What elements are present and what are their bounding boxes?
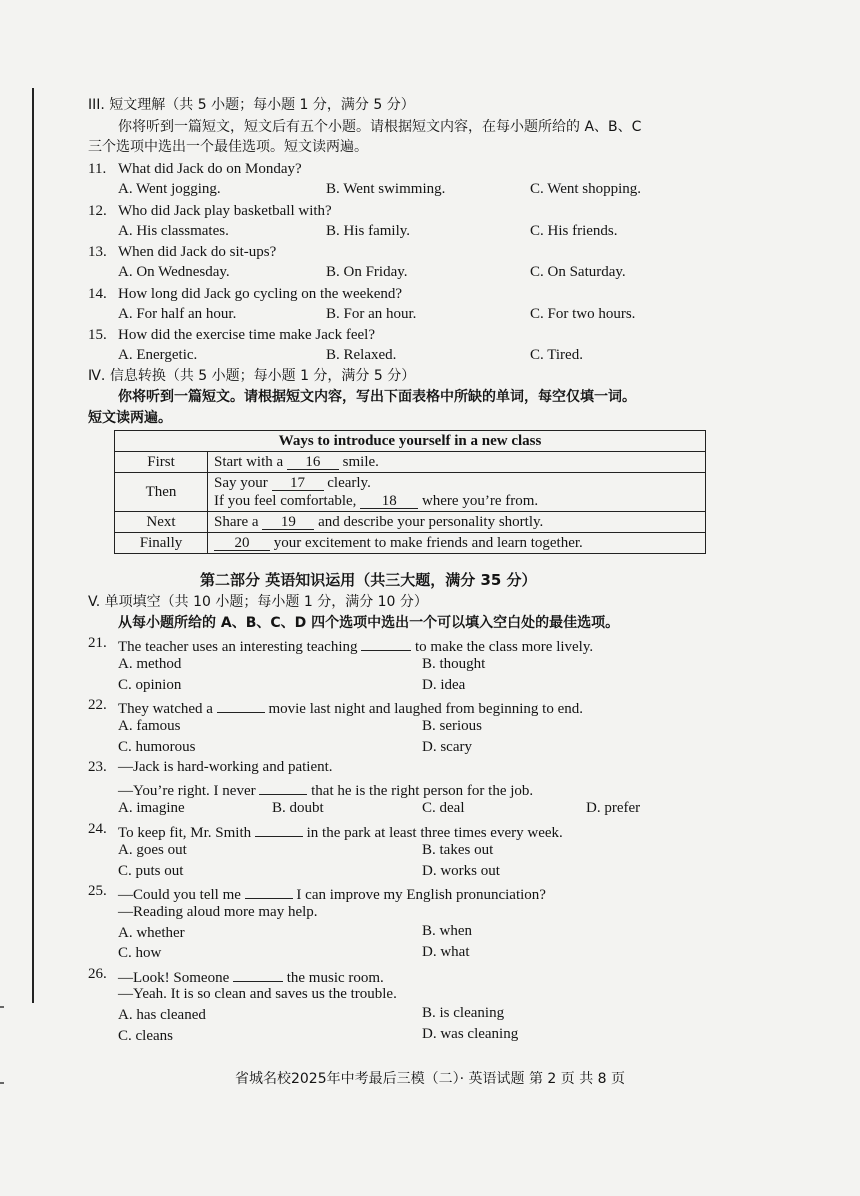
option-b[interactable]: B. thought <box>422 656 486 672</box>
option-c[interactable]: C. deal <box>422 800 465 816</box>
question-text-pre: They watched a <box>118 701 213 717</box>
scan-mark <box>0 1006 4 1008</box>
question-number: 15. <box>88 327 107 343</box>
option-b[interactable]: B. For an hour. <box>326 306 417 322</box>
option-c[interactable]: C. His friends. <box>530 223 618 239</box>
question-text: When did Jack do sit-ups? <box>118 244 277 260</box>
option-a[interactable]: A. famous <box>118 718 181 734</box>
question-number: 23. <box>88 759 107 775</box>
question-text-pre: —You’re right. I never <box>118 783 256 799</box>
question-text-post: the music room. <box>286 970 384 986</box>
question-text <box>118 965 384 987</box>
cell-text: where you’re from. <box>421 493 539 509</box>
option-d[interactable]: D. idea <box>422 677 466 693</box>
answer-blank[interactable] <box>217 696 265 713</box>
question-text <box>118 820 563 842</box>
option-d[interactable]: D. scary <box>422 739 472 755</box>
question-text <box>118 778 533 800</box>
question-text-pre: The teacher uses an interesting teaching <box>118 639 358 655</box>
option-c[interactable]: C. For two hours. <box>530 306 636 322</box>
option-d[interactable]: D. works out <box>422 863 500 879</box>
question-number: 25. <box>88 883 107 899</box>
table-cell <box>208 533 706 554</box>
option-c[interactable]: C. On Saturday. <box>530 264 626 280</box>
option-a[interactable]: A. has cleaned <box>118 1007 206 1023</box>
answer-blank[interactable] <box>245 882 293 899</box>
option-a[interactable]: A. On Wednesday. <box>118 264 230 280</box>
question-text-post: that he is the right person for the job. <box>311 783 534 799</box>
question-number: 13. <box>88 244 107 260</box>
option-b[interactable]: B. His family. <box>326 223 411 239</box>
option-d[interactable]: D. was cleaning <box>422 1026 519 1042</box>
question-number: 14. <box>88 286 107 302</box>
answer-blank[interactable] <box>361 634 411 651</box>
option-c[interactable]: C. puts out <box>118 863 184 879</box>
option-c[interactable]: C. cleans <box>118 1028 173 1044</box>
option-b[interactable]: B. Relaxed. <box>326 347 397 363</box>
question-text-pre: To keep fit, Mr. Smith <box>118 825 252 841</box>
answer-blank[interactable] <box>255 820 303 837</box>
option-a[interactable]: A. Energetic. <box>118 347 198 363</box>
option-a[interactable]: A. For half an hour. <box>118 306 237 322</box>
step-label: Finally <box>115 533 208 554</box>
option-b[interactable]: B. serious <box>422 718 482 734</box>
option-b[interactable]: B. doubt <box>272 800 324 816</box>
cell-text: smile. <box>342 454 379 470</box>
step-label: Then <box>115 473 208 512</box>
section3-heading: III. 短文理解（共 5 小题；每小题 1 分，满分 5 分） <box>88 97 415 113</box>
section4-instruction: 短文读两遍。 <box>88 410 172 426</box>
question-text <box>118 696 583 718</box>
cell-text: Start with a <box>214 454 284 470</box>
section4-instruction: 你将听到一篇短文。请根据短文内容，写出下面表格中所缺的单词，每空仅填一词。 <box>118 389 636 405</box>
answer-blank[interactable]: 19 <box>262 513 314 530</box>
option-c[interactable]: C. how <box>118 945 162 961</box>
cell-text: clearly. <box>327 475 371 491</box>
question-text-post: movie last night and laughed from beginning to end. <box>268 701 583 717</box>
section5-heading: V. 单项填空（共 10 小题；每小题 1 分，满分 10 分） <box>88 594 428 610</box>
section3-instruction: 三个选项中选出一个最佳选项。短文读两遍。 <box>88 139 368 155</box>
option-a[interactable]: A. His classmates. <box>118 223 229 239</box>
step-label: Next <box>115 512 208 533</box>
table-cell <box>208 473 706 512</box>
answer-blank[interactable] <box>259 778 307 795</box>
cell-text: your excitement to make friends and learn together. <box>273 535 583 551</box>
option-d[interactable]: D. prefer <box>586 800 641 816</box>
option-c[interactable]: C. humorous <box>118 739 196 755</box>
question-number: 11. <box>88 161 107 177</box>
table-cell <box>208 452 706 473</box>
answer-blank[interactable] <box>233 965 283 982</box>
answer-blank[interactable]: 18 <box>360 492 418 509</box>
info-table <box>114 430 706 554</box>
dialogue-line: —Yeah. It is so clean and saves us the trouble. <box>118 986 397 1002</box>
cell-text: and describe your personality shortly. <box>318 514 544 530</box>
cell-text: Share a <box>214 514 259 530</box>
option-b[interactable]: B. takes out <box>422 842 494 858</box>
option-a[interactable]: A. imagine <box>118 800 185 816</box>
option-a[interactable]: A. goes out <box>118 842 187 858</box>
question-text: How long did Jack go cycling on the weekend? <box>118 286 403 302</box>
question-number: 26. <box>88 966 107 982</box>
option-b[interactable]: B. when <box>422 923 472 939</box>
question-text-pre: —Could you tell me <box>118 887 241 903</box>
dialogue-line: —Reading aloud more may help. <box>118 904 318 920</box>
question-text-post: to make the class more lively. <box>414 639 594 655</box>
option-c[interactable]: C. Tired. <box>530 347 583 363</box>
option-b[interactable]: B. On Friday. <box>326 264 408 280</box>
part2-heading: 第二部分 英语知识运用（共三大题，满分 35 分） <box>200 571 537 589</box>
margin-line <box>32 88 34 1003</box>
option-b[interactable]: B. is cleaning <box>422 1005 505 1021</box>
option-d[interactable]: D. what <box>422 944 470 960</box>
cell-text: If you feel comfortable, <box>214 493 357 509</box>
option-a[interactable]: A. method <box>118 656 182 672</box>
table-cell <box>208 512 706 533</box>
question-text: What did Jack do on Monday? <box>118 161 302 177</box>
option-c[interactable]: C. opinion <box>118 677 182 693</box>
dialogue-line: —Jack is hard-working and patient. <box>118 759 333 775</box>
step-label: First <box>115 452 208 473</box>
question-text <box>118 882 546 904</box>
question-number: 21. <box>88 635 107 651</box>
question-number: 22. <box>88 697 107 713</box>
answer-blank[interactable]: 17 <box>272 474 324 491</box>
question-text: How did the exercise time make Jack feel? <box>118 327 375 343</box>
option-c[interactable]: C. Went shopping. <box>530 181 642 197</box>
page-footer: 省城名校2025年中考最后三模（二）· 英语试题 第 2 页 共 8 页 <box>234 1071 626 1087</box>
question-text-post: I can improve my English pronunciation? <box>296 887 546 903</box>
table-title: Ways to introduce yourself in a new class <box>115 431 706 452</box>
answer-blank[interactable]: 16 <box>287 453 339 470</box>
cell-text: Say your <box>214 475 268 491</box>
question-text-post: in the park at least three times every week. <box>306 825 563 841</box>
question-number: 24. <box>88 821 107 837</box>
answer-blank[interactable]: 20 <box>214 534 270 551</box>
question-number: 12. <box>88 203 107 219</box>
option-b[interactable]: B. Went swimming. <box>326 181 446 197</box>
option-a[interactable]: A. Went jogging. <box>118 181 221 197</box>
section4-heading: Ⅳ. 信息转换（共 5 小题；每小题 1 分，满分 5 分） <box>88 368 416 384</box>
question-text-pre: —Look! Someone <box>118 970 230 986</box>
question-text <box>118 634 593 656</box>
section5-instruction: 从每小题所给的 A、B、C、D 四个选项中选出一个可以填入空白处的最佳选项。 <box>118 615 620 631</box>
option-a[interactable]: A. whether <box>118 925 185 941</box>
section3-instruction: 你将听到一篇短文，短文后有五个小题。请根据短文内容，在每小题所给的 A、B、C <box>118 119 642 135</box>
question-text: Who did Jack play basketball with? <box>118 203 332 219</box>
